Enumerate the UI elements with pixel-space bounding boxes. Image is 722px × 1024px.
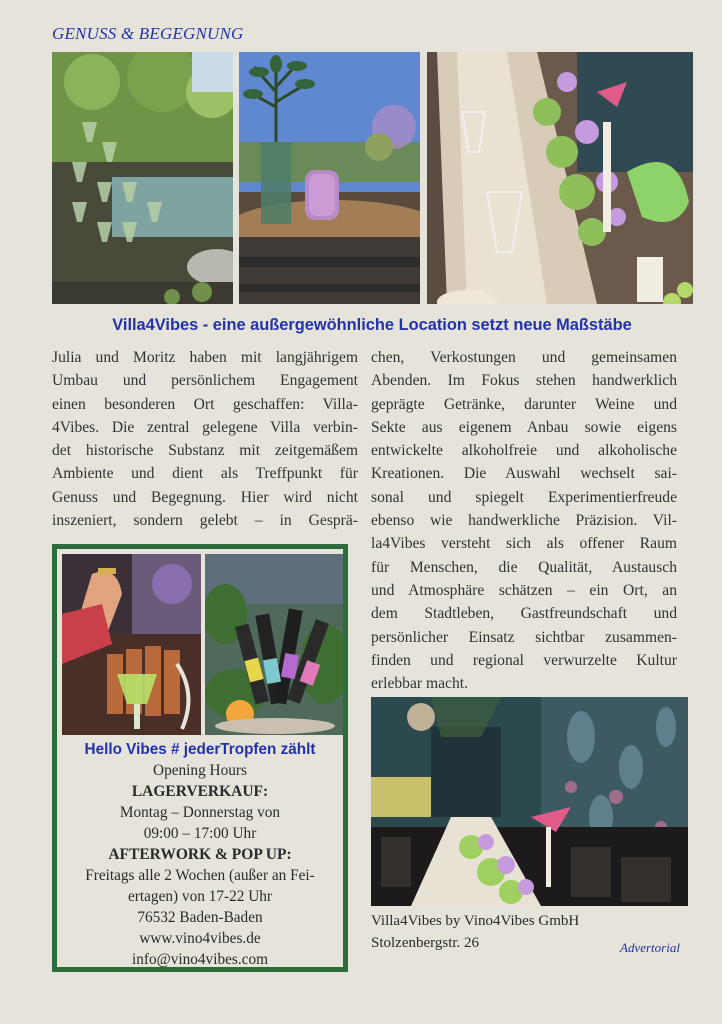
afterwork-title: AFTERWORK & POP UP: [108,846,292,863]
text-line: Umbau und persönlichem Engagement [52,372,358,390]
text-line: Julia und Moritz haben mit langjährigem [52,349,358,366]
afterwork-line-1: Freitags alle 2 Wochen (außer an Fei- [85,867,315,884]
text-line: für Menschen, die Qualität, Austausch [371,558,677,576]
text-line: Sekte aus eigenem Anbau sowie eigens [371,418,677,436]
photo-dining-room [371,697,688,906]
text-line: erlebbar macht. [371,675,468,693]
caption-line-2: Stolzenbergstr. 26 [371,935,480,951]
opening-hours-label: Opening Hours [153,762,247,779]
text-line: finden und regional verwurzelte Kultur [371,651,677,669]
caption-line-1: Villa4Vibes by Vino4Vibes GmbH [371,913,580,929]
text-line: persönlicher Einsatz sichtbar zusammen- [371,628,677,646]
advertorial-label: Advertorial [620,940,680,955]
text-line: Kreationen. Die Auswahl wechselt sai- [371,465,677,483]
info-box-text [57,739,343,970]
photo-bartender [62,554,201,735]
text-line: geprägte Getränke, darunter Weine und [371,395,677,413]
text-line: 4Vibes. Die zentral gelegene Villa verbin- [52,418,358,436]
lagerverkauf-title: LAGERVERKAUF: [131,783,269,800]
text-line: und Atmosphäre schätzen – ein Ort, an [371,581,677,599]
headline: Villa4Vibes - eine außergewöhnliche Location setzt neue Maßstäbe [112,316,632,334]
photo-wine-bottles [205,554,343,735]
lagerverkauf-times: 09:00 – 17:00 Uhr [143,825,257,842]
photo-barrel-table [239,52,420,304]
text-line: Abenden. Im Fokus stehen handwerklich [371,372,677,390]
photo-champagne-tower [52,52,233,304]
article-column-left [52,346,358,532]
text-line: sonal und spiegelt Experimentierfreude [371,488,677,506]
photo-banquet-table [427,52,693,304]
afterwork-line-2: ertagen) von 17-22 Uhr [128,888,272,905]
article-column-right [371,346,677,695]
photo-caption [371,910,579,954]
text-line: la4Vibes versteht sich als offener Raum [371,535,677,553]
text-line: det historische Substanz mit zeitgemäßem [52,442,358,460]
city: 76532 Baden-Baden [137,909,263,926]
section-title: GENUSS & BEGEGNUNG [52,24,244,43]
text-line: entwickelte alkoholfreie und alkoholische [371,442,677,460]
text-line: einen besonderen Ort geschaffen: Villa- [52,395,358,413]
email-link[interactable]: info@vino4vibes.com [131,951,269,968]
slogan: Hello Vibes # jederTropfen zählt [84,741,316,758]
text-line: dem Stadtleben, Gastfreundschaft und [371,605,677,623]
lagerverkauf-days: Montag – Donnerstag von [119,804,281,821]
text-line: Ambiente und dient als Treffpunkt für [52,465,358,483]
text-line: Genuss und Begegnung. Hier wird nicht [52,488,358,506]
text-line: inszeniert, sondern gelebt – in Gesprä- [52,512,358,530]
website-link[interactable]: www.vino4vibes.de [139,930,261,947]
text-line: chen, Verkostungen und gemeinsamen [371,349,677,366]
text-line: ebenso wie handwerkliche Präzision. Vil- [371,512,677,530]
